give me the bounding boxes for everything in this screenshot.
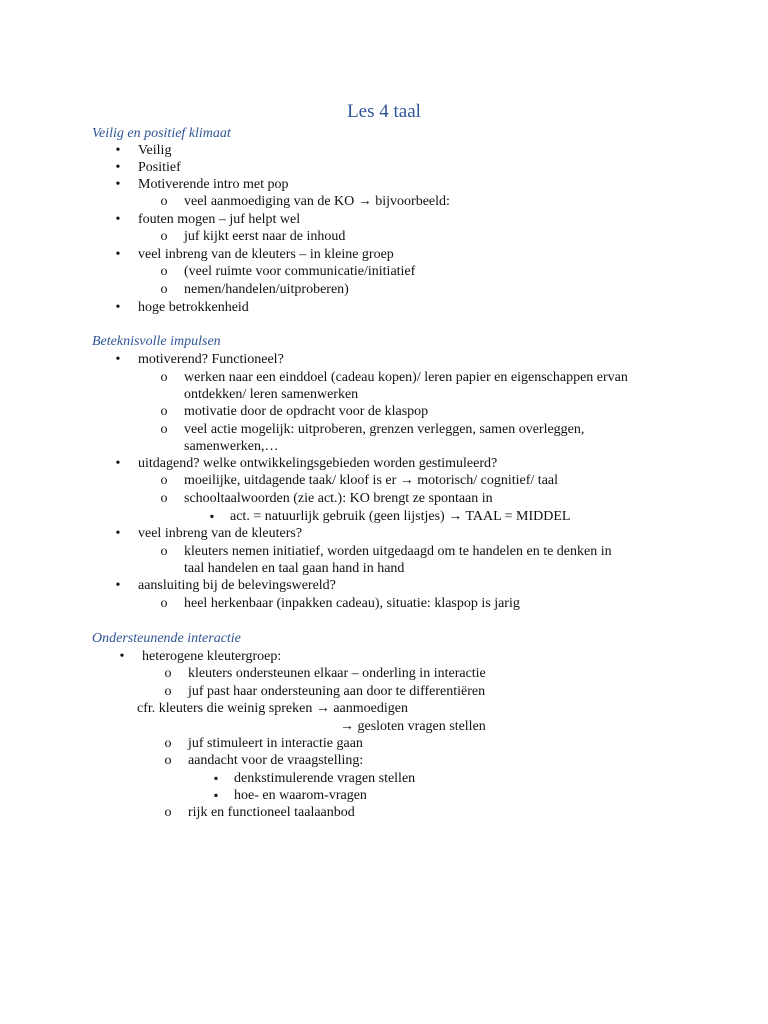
note-line: → gesloten vragen stellen <box>340 719 486 734</box>
bullet-marker <box>112 351 124 368</box>
section-heading: Veilig en positief klimaat <box>92 126 231 141</box>
list-item-continuation: ontdekken/ leren samenwerken <box>184 387 359 402</box>
bullet-marker <box>112 211 124 228</box>
square-marker <box>210 787 222 804</box>
bullet-marker <box>112 455 124 472</box>
section-heading: Beteknisvolle impulsen <box>92 334 221 349</box>
bullet-marker <box>112 525 124 542</box>
list-item: Positief <box>138 160 181 175</box>
circle-marker <box>158 403 170 420</box>
circle-marker <box>162 752 174 769</box>
bullet-marker <box>116 648 128 665</box>
list-item: juf stimuleert in interactie gaan <box>188 736 363 751</box>
list-item: Motiverende intro met pop <box>138 177 289 192</box>
list-item-continuation: taal handelen en taal gaan hand in hand <box>184 561 405 576</box>
bullet-marker <box>112 299 124 316</box>
square-marker <box>210 770 222 787</box>
circle-marker <box>158 595 170 612</box>
bullet-marker <box>112 176 124 193</box>
list-item: werken naar een einddoel (cadeau kopen)/ leren papier en eigenschappen ervan <box>184 370 628 385</box>
list-item: veel inbreng van de kleuters? <box>138 526 303 541</box>
circle-marker <box>158 193 170 210</box>
list-item: (veel ruimte voor communicatie/initiatief <box>184 264 416 279</box>
bullet-marker <box>112 577 124 594</box>
list-item: veel actie mogelijk: uitproberen, grenzen verleggen, samen overleggen, <box>184 422 585 437</box>
page-title: Les 4 taal <box>347 101 421 122</box>
bullet-marker <box>112 159 124 176</box>
bullet-marker <box>112 142 124 159</box>
circle-marker <box>158 263 170 280</box>
list-item: heel herkenbaar (inpakken cadeau), situatie: klaspop is jarig <box>184 596 520 611</box>
list-item-continuation: samenwerken,… <box>184 439 279 454</box>
circle-marker <box>158 281 170 298</box>
list-item: kleuters ondersteunen elkaar – onderling in interactie <box>188 666 486 681</box>
list-item: aansluiting bij de belevingswereld? <box>138 578 336 593</box>
circle-marker <box>158 543 170 560</box>
list-item: fouten mogen – juf helpt wel <box>138 212 301 227</box>
section-heading: Ondersteunende interactie <box>92 631 241 646</box>
square-marker <box>206 508 218 525</box>
list-item: hoge betrokkenheid <box>138 300 249 315</box>
list-item: juf past haar ondersteuning aan door te differentiëren <box>188 684 486 699</box>
list-item: nemen/handelen/uitproberen) <box>184 282 349 297</box>
list-item: motiverend? Functioneel? <box>138 352 284 367</box>
circle-marker <box>158 228 170 245</box>
list-item: veel inbreng van de kleuters – in kleine groep <box>138 247 394 262</box>
circle-marker <box>158 369 170 386</box>
circle-marker <box>158 490 170 507</box>
list-item: Veilig <box>138 143 172 158</box>
circle-marker <box>162 665 174 682</box>
list-item: motivatie door de opdracht voor de klaspop <box>184 404 429 419</box>
list-item: act. = natuurlijk gebruik (geen lijstjes) → TAAL = MIDDEL <box>230 509 571 524</box>
list-item: juf kijkt eerst naar de inhoud <box>184 229 346 244</box>
list-item: rijk en functioneel taalaanbod <box>188 805 355 820</box>
circle-marker <box>162 683 174 700</box>
circle-marker <box>162 735 174 752</box>
circle-marker <box>158 472 170 489</box>
list-item: kleuters nemen initiatief, worden uitgedaagd om te handelen en te denken in <box>184 544 612 559</box>
list-item: denkstimulerende vragen stellen <box>234 771 416 786</box>
list-item: schooltaalwoorden (zie act.): KO brengt ze spontaan in <box>184 491 493 506</box>
bullet-marker <box>112 246 124 263</box>
list-item: moeilijke, uitdagende taak/ kloof is er → motorisch/ cognitief/ taal <box>184 473 559 488</box>
list-item: hoe- en waarom-vragen <box>234 788 367 803</box>
list-item: veel aanmoediging van de KO → bijvoorbeeld: <box>184 194 450 209</box>
list-item: heterogene kleutergroep: <box>142 649 282 664</box>
circle-marker <box>158 421 170 438</box>
note-line: cfr. kleuters die weinig spreken → aanmoedigen <box>137 701 408 716</box>
circle-marker <box>162 804 174 821</box>
list-item: uitdagend? welke ontwikkelingsgebieden worden gestimuleerd? <box>138 456 498 471</box>
list-item: aandacht voor de vraagstelling: <box>188 753 364 768</box>
